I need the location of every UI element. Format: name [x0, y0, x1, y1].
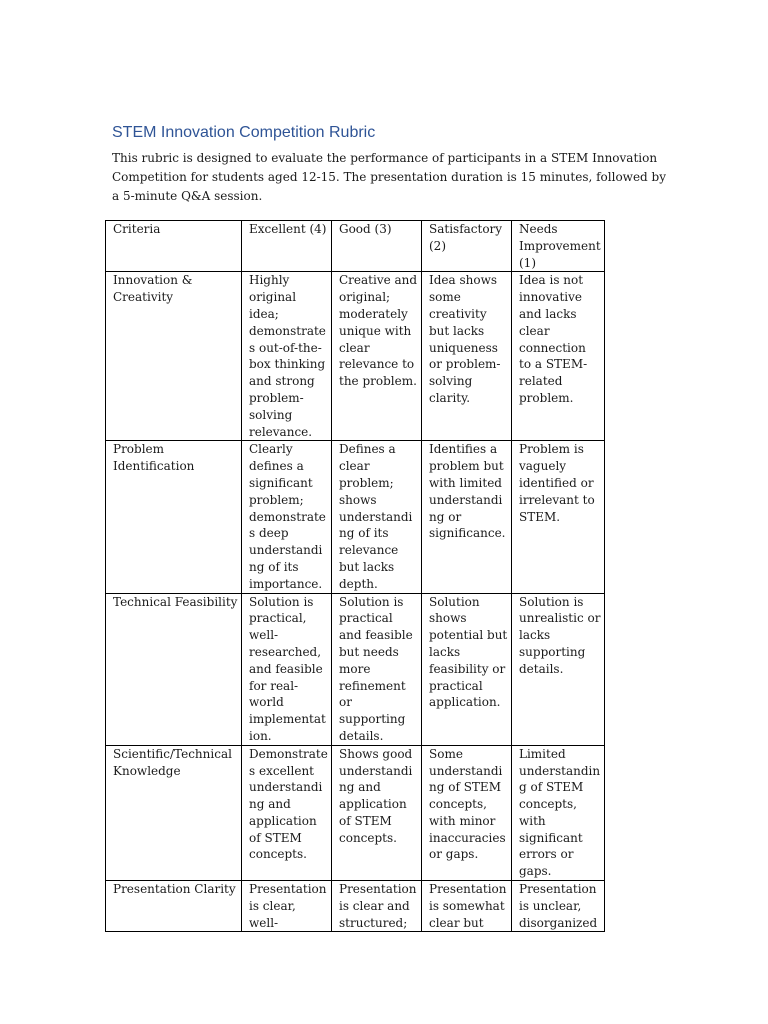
table-cell: Creative and original; moderately unique with clear relevance to the problem.: [332, 272, 422, 441]
table-cell: Problem is vaguely identified or irrelevant to STEM.: [512, 441, 605, 593]
header-cell-criteria: Criteria: [106, 221, 242, 272]
table-row: [106, 272, 605, 441]
header-cell-good: Good (3): [332, 221, 422, 272]
table-row: [106, 593, 605, 745]
header-cell-satisfactory: Satisfactory (2): [422, 221, 512, 272]
table-cell: Idea shows some creativity but lacks uniqueness or problem-solving clarity.: [422, 272, 512, 441]
table-cell: Defines a clear problem; shows understanding of its relevance but lacks depth.: [332, 441, 422, 593]
table-cell: Solution is practical and feasible but needs more refinement or supporting details.: [332, 593, 422, 745]
criteria-cell: Presentation Clarity: [106, 881, 242, 932]
table-cell: Some understanding of STEM concepts, with minor inaccuracies or gaps.: [422, 745, 512, 880]
table-cell: Presentation is clear, well-: [242, 881, 332, 932]
header-cell-excellent: Excellent (4): [242, 221, 332, 272]
rubric-table: [105, 220, 605, 932]
table-cell: Idea is not innovative and lacks clear connection to a STEM-related problem.: [512, 272, 605, 441]
table-row: [106, 881, 605, 932]
table-cell: Solution shows potential but lacks feasibility or practical application.: [422, 593, 512, 745]
table-cell: Solution is practical, well-researched, and feasible for real-world implementation.: [242, 593, 332, 745]
table-cell: Highly original idea; demonstrates out-of-the-box thinking and strong problem-solving relevance.: [242, 272, 332, 441]
criteria-cell: Innovation & Creativity: [106, 272, 242, 441]
criteria-cell: Problem Identification: [106, 441, 242, 593]
table-cell: Identifies a problem but with limited understanding or significance.: [422, 441, 512, 593]
table-cell: Demonstrates excellent understanding and application of STEM concepts.: [242, 745, 332, 880]
criteria-cell: Technical Feasibility: [106, 593, 242, 745]
table-cell: Solution is unrealistic or lacks supporting details.: [512, 593, 605, 745]
table-row: [106, 745, 605, 880]
intro-paragraph: This rubric is designed to evaluate the performance of participants in a STEM Innovation Competition for students aged 12-15. The presentation duration is 15 minutes, followed by a 5-minute Q&A session.: [112, 151, 667, 203]
table-cell: Clearly defines a significant problem; demonstrates deep understanding of its importance.: [242, 441, 332, 593]
table-row: [106, 441, 605, 593]
table-header-row: [106, 221, 605, 272]
document-title: STEM Innovation Competition Rubric: [112, 124, 376, 141]
table-cell: Limited understanding of STEM concepts, with significant errors or gaps.: [512, 745, 605, 880]
table-cell: Presentation is somewhat clear but: [422, 881, 512, 932]
table-cell: Presentation is unclear, disorganized: [512, 881, 605, 932]
header-cell-needs-improvement: Needs Improvement (1): [512, 221, 605, 272]
table-cell: Shows good understanding and application of STEM concepts.: [332, 745, 422, 880]
criteria-cell: Scientific/Technical Knowledge: [106, 745, 242, 880]
table-cell: Presentation is clear and structured;: [332, 881, 422, 932]
